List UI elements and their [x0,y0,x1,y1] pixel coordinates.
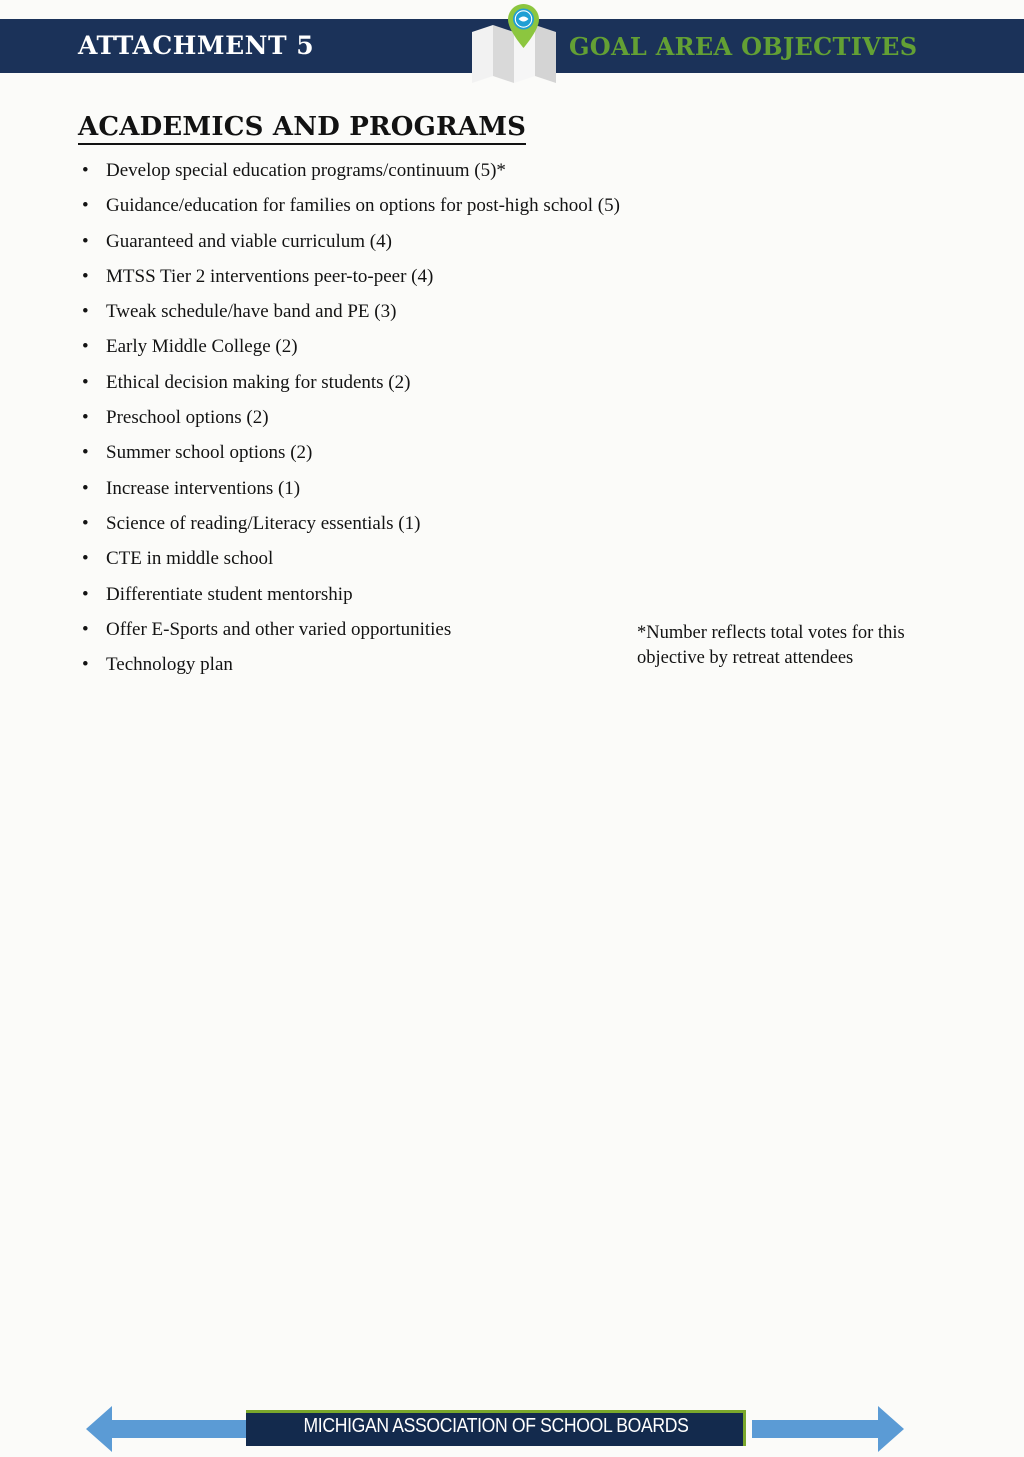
objective-label: Technology plan [106,654,233,676]
bullet-icon: • [82,407,89,429]
objective-item [78,334,778,369]
page-title: ATTACHMENT 5 [78,31,315,60]
bullet-icon: • [82,230,89,252]
bullet-icon: • [82,265,89,287]
bullet-icon: • [82,583,89,605]
objective-label: Increase interventions (1) [106,477,301,499]
objective-label: Guidance/education for families on options for post-high school (5) [106,195,620,217]
bullet-icon: • [82,336,89,358]
objective-item [78,299,778,334]
objective-item [78,476,778,511]
bullet-icon: • [82,477,89,499]
objective-label: Guaranteed and viable curriculum (4) [106,230,392,252]
folded-map-with-location-pin-icon [466,0,566,84]
objective-label: Differentiate student mentorship [106,583,353,605]
bullet-icon: • [82,618,89,640]
bullet-icon: • [82,301,89,323]
footnote: *Number reflects total votes for this objective by retreat attendees [637,623,905,668]
objective-item [78,582,778,617]
objective-label: MTSS Tier 2 interventions peer-to-peer (4) [106,265,434,287]
right-arrow-icon [752,1406,904,1457]
objective-list [78,158,778,687]
objective-item [78,440,778,475]
bullet-icon: • [82,160,89,181]
bullet-icon: • [82,371,89,393]
objective-label: Preschool options (2) [106,407,269,429]
objective-item [78,229,778,264]
objective-label: CTE in middle school [106,548,274,570]
organization-name: MICHIGAN ASSOCIATION OF SCHOOL BOARDS [303,1415,689,1437]
objective-label: Early Middle College (2) [106,336,298,358]
objective-label: Ethical decision making for students (2) [106,371,411,393]
bullet-icon: • [82,548,89,570]
footer [0,698,1024,1437]
bullet-icon: • [82,512,89,534]
objective-item [78,511,778,546]
objective-label: Develop special education programs/continuum (5)* [106,160,506,181]
bullet-icon: • [82,195,89,217]
objective-item [78,546,778,581]
section-heading: ACADEMICS AND PROGRAMS [78,113,526,145]
objective-item [78,370,778,405]
objective-item [78,405,778,440]
objective-label: Science of reading/Literacy essentials (1) [106,512,421,534]
bullet-icon: • [82,442,89,464]
objective-label: Summer school options (2) [106,442,313,464]
objective-item [78,193,778,228]
objective-item [78,158,778,193]
bullet-icon: • [82,654,89,676]
objective-label: Offer E-Sports and other varied opportunities [106,618,452,640]
objective-item [78,264,778,299]
objective-label: Tweak schedule/have band and PE (3) [106,301,397,323]
left-arrow-icon [86,1406,266,1457]
header-section-label: GOAL AREA OBJECTIVES [569,32,918,61]
